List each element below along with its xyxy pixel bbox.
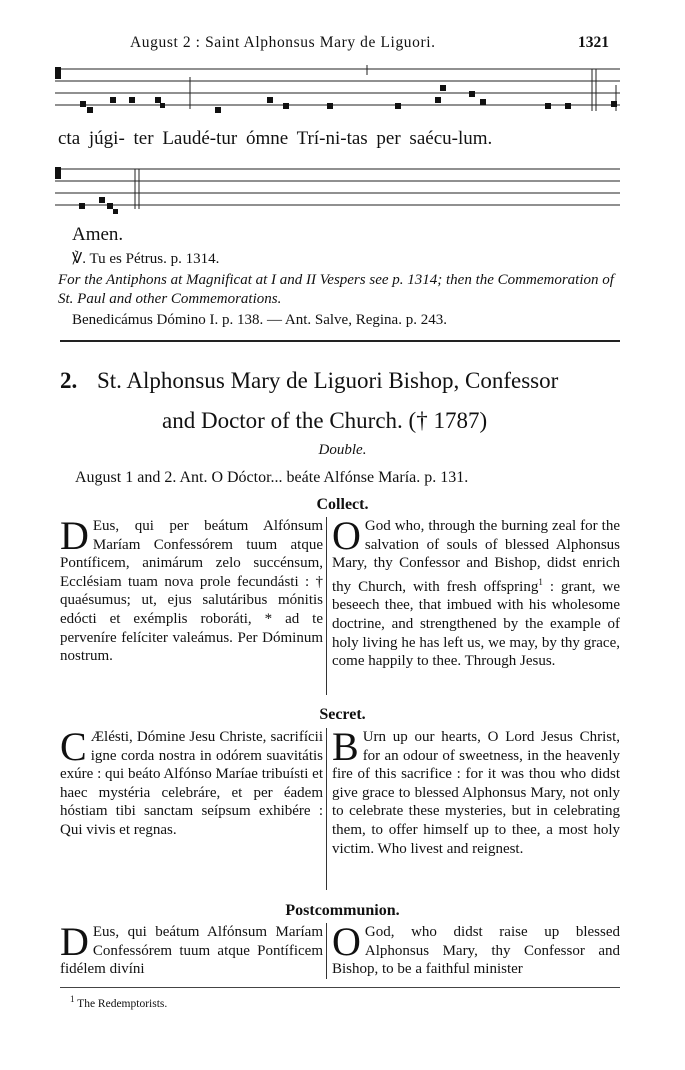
collect-heading: Collect. (316, 496, 369, 513)
drop-cap: B (332, 724, 359, 769)
page-number: 1321 (578, 34, 609, 51)
chant-staff-1 (55, 63, 625, 123)
secret-latin (60, 724, 323, 840)
collect-latin-text: Eus, qui per beátum Alfónsum Maríam Confessórem tuum atque Pontíficem, animárum zelo succénsum, Ecclésiam tuam nova prole fecundásti : † quaésumus; ut, ejus salutáribus mónitis edócti et exémplis roboráti, * ad te perveníre felíciter valeámus. Per Dóminum nostrum. (60, 518, 323, 665)
postcommunion-english-text: God, who didst raise up blessed Alphonsus Mary, thy Confessor and Bishop, to be a faithful minister (332, 924, 620, 978)
footnote-rule (60, 987, 620, 988)
drop-cap: C (60, 724, 87, 769)
benedicamus-line: Benedicámus Dómino I. p. 138. — Ant. Salve, Regina. p. 243. (72, 312, 447, 328)
collect-english-text: God who, through the burning zeal for the salvation of souls of blessed Alphonsus Mary, thy Confessor and Bishop, didst enrich thy Church, with fresh offspring (332, 518, 620, 595)
secret-english-text: Urn up our hearts, O Lord Jesus Christ, for an odour of sweetness, in the heavenly fire of this sacrifice : for it was thou who didst give grace to blessed Alphonsus Mary, not only to celebrate these mysteries, but in celebrating them, to offer himself up to thee, a most holy victim. Who livest and reignest. (332, 729, 620, 857)
drop-cap: D (60, 919, 89, 964)
feast-rank: Double. (318, 442, 367, 458)
column-divider (326, 923, 327, 979)
footnote-mark: 1 (538, 576, 543, 587)
collect-latin (60, 513, 323, 666)
feast-title: St. Alphonsus Mary de Liguori Bishop, Confessor (97, 368, 559, 393)
footnote-text: The Redemptorists. (77, 997, 168, 1010)
secret-english (332, 724, 620, 858)
secret-heading: Secret. (319, 706, 366, 723)
postcommunion-latin-text: Eus, qui beátum Alfónsum Maríam Confessórem tuum atque Pontíficem fidélem divíni (60, 924, 323, 978)
feast-title-line-2: and Doctor of the Church. († 1787) (162, 408, 488, 433)
collect-english-text-end: : grant, we beseech thee, that imbued with his wholesome doctrine, and strengthened by the example of holy living he has left us, we may, by thy grace, come happily to thee. Through Jesus. (332, 578, 621, 670)
drop-cap: D (60, 513, 89, 558)
collect-english (332, 513, 621, 671)
footnote (70, 994, 167, 1010)
secret-latin-text: Ælésti, Dómine Jesu Christe, sacrifícii igne corda nostra in odórem suavitátis exúre : qui beáto Alfónso Maríae tribuísti et haec mystéria celebráre, et per éadem hóstiam tibi sanctam seípsum exhibére : Qui vivis et regnas. (60, 729, 323, 838)
feast-number: 2. (60, 368, 78, 393)
vespers-rubric: For the Antiphons at Magnificat at I and II Vespers see p. 1314; then the Commemoration of St. Paul and other Commemorations. (58, 272, 614, 307)
column-divider (326, 517, 327, 695)
feast-title-line-1 (60, 368, 558, 394)
feast-antiphon: August 1 and 2. Ant. O Dóctor... beáte Alfónse María. p. 131. (75, 469, 469, 486)
section-rule (60, 340, 620, 342)
footnote-number: 1 (70, 994, 75, 1004)
running-head: August 2 : Saint Alphonsus Mary de Liguori. (130, 34, 436, 51)
chant-staff-2 (55, 165, 625, 221)
postcommunion-latin (60, 919, 323, 979)
drop-cap: O (332, 513, 361, 558)
postcommunion-english (332, 919, 620, 979)
drop-cap: O (332, 919, 361, 964)
postcommunion-heading: Postcommunion. (285, 902, 400, 919)
chant-lyrics-line-1: cta júgi- ter Laudé-tur ómne Trí-ni-tas per saécu-lum. (58, 128, 493, 149)
column-divider (326, 728, 327, 890)
chant-lyrics-line-2: Amen. (72, 224, 124, 245)
versicle: ℣. Tu es Pétrus. p. 1314. (72, 251, 220, 267)
